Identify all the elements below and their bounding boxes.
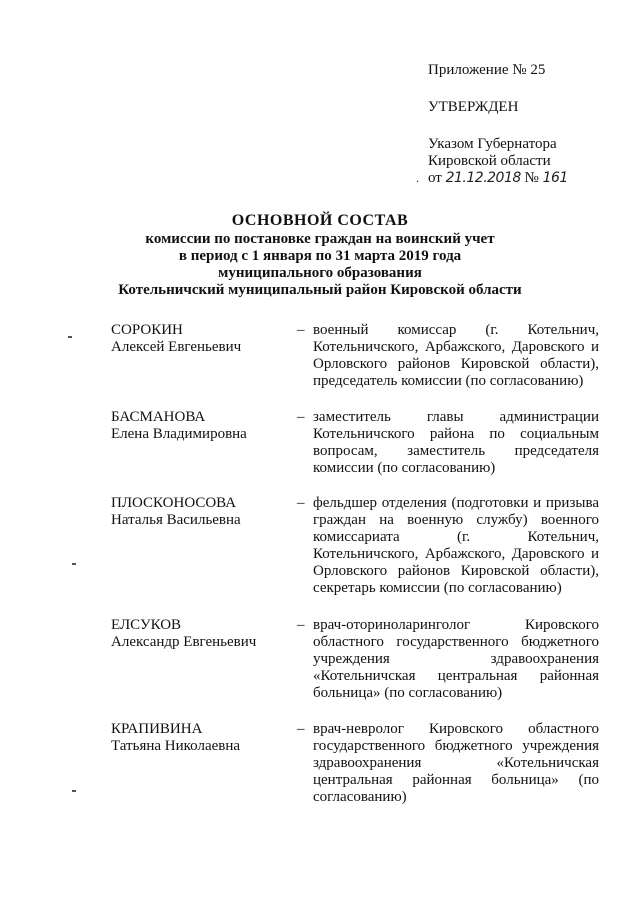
member-role: врач-оториноларинголог Кировского областного государственного бюджетного учреждения здравоохранения «Котельничская центральная районная больница» (по согласованию) — [313, 617, 599, 701]
approval-block — [416, 62, 618, 187]
handwritten-number: 161 — [542, 170, 568, 186]
scan-mark — [72, 563, 76, 565]
member-name — [111, 322, 291, 356]
title-line-3: муниципального образования — [218, 265, 422, 281]
member-name — [111, 617, 291, 651]
member-name — [111, 409, 291, 443]
title-line-2: в период с 1 января по 31 марта 2019 года — [178, 248, 462, 264]
member-given-names: Алексей Евгеньевич — [111, 339, 242, 355]
member-role: заместитель главы администрации Котельничского района по социальным вопросам, заместитель председателя комиссии (по согласованию) — [313, 409, 599, 476]
member-dash: – — [297, 322, 305, 338]
decree-line-1: Указом Губернатора — [428, 136, 557, 152]
title-main: ОСНОВНОЙ СОСТАВ — [231, 212, 409, 229]
member-surname: ЕЛСУКОВ — [111, 617, 182, 633]
margin-dot: . — [416, 171, 419, 185]
number-sign: № — [524, 170, 539, 186]
member-role: фельдшер отделения (подготовки и призыва граждан на военную службу) военного комиссариата (г. Котельнич, Котельничского, Арбажского, Даровского и Орловского районов Кировской области), секретарь комиссии (по согласованию) — [313, 495, 599, 596]
member-surname: КРАПИВИНА — [111, 721, 203, 737]
member-surname: БАСМАНОВА — [111, 409, 206, 425]
decree-date-line — [416, 170, 618, 187]
title-line-4: Котельничский муниципальный район Кировской области — [118, 282, 522, 298]
member-role: военный комиссар (г. Котельнич, Котельничского, Арбажского, Даровского и Орловского районов Кировской области), председатель комиссии (по согласованию) — [313, 322, 599, 389]
handwritten-date: 21.12.2018 — [445, 170, 521, 186]
member-dash: – — [297, 495, 305, 511]
member-given-names: Наталья Васильевна — [111, 512, 241, 528]
date-prefix: от — [428, 170, 442, 186]
appendix-number: Приложение № 25 — [428, 62, 546, 78]
member-dash: – — [297, 721, 305, 737]
member-given-names: Татьяна Николаевна — [111, 738, 241, 754]
member-surname: ПЛОСКОНОСОВА — [111, 495, 237, 511]
approved-label: УТВЕРЖДЕН — [428, 99, 519, 115]
scan-mark — [72, 790, 76, 792]
decree-line-2: Кировской области — [428, 153, 551, 169]
document-title — [90, 212, 550, 299]
title-line-1: комиссии по постановке граждан на воинский учет — [145, 231, 495, 247]
member-surname: СОРОКИН — [111, 322, 183, 338]
scan-mark — [68, 336, 72, 338]
member-role: врач-невролог Кировского областного государственного бюджетного учреждения здравоохранения «Котельничская центральная районная больница» (по согласованию) — [313, 721, 599, 805]
member-dash: – — [297, 617, 305, 633]
member-dash: – — [297, 409, 305, 425]
member-name — [111, 495, 291, 529]
member-given-names: Александр Евгеньевич — [111, 634, 257, 650]
member-name — [111, 721, 291, 755]
member-given-names: Елена Владимировна — [111, 426, 247, 442]
